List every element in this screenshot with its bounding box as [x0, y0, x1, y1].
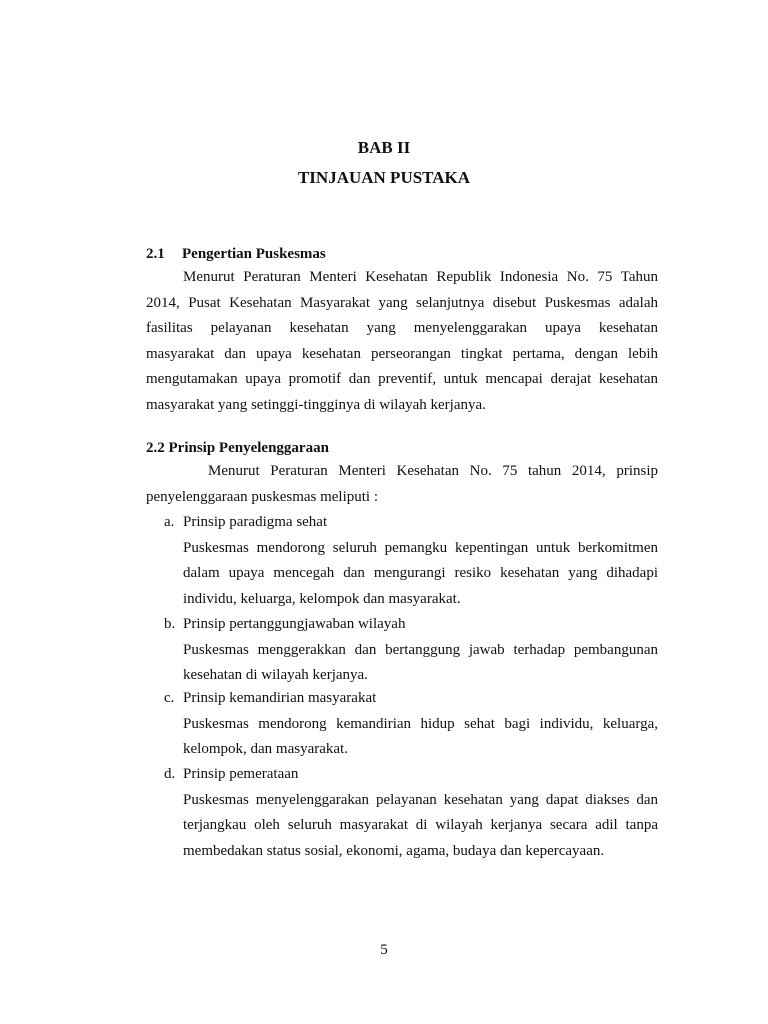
list-item-line: Puskesmas menyelenggarakan pelayanan kesehatan yang dapat diakses dan [183, 791, 658, 808]
list-marker: b. [164, 616, 176, 632]
list-item-title: Prinsip kemandirian masyarakat [183, 690, 377, 706]
section-heading-2-2: 2.2 Prinsip Penyelenggaraan [146, 440, 329, 456]
list-item-line: Puskesmas mendorong kemandirian hidup sehat bagi individu, keluarga, [183, 715, 658, 732]
paragraph-line: fasilitas pelayanan kesehatan yang menyelenggarakan upaya kesehatan [146, 320, 658, 336]
list-item-line: membedakan status sosial, ekonomi, agama, budaya dan kepercayaan. [183, 842, 605, 859]
list-item-line: kesehatan di wilayah kerjanya. [183, 667, 368, 683]
list-item-body [183, 536, 658, 613]
section-number: 2.1 [146, 246, 165, 262]
list-item-body [183, 788, 658, 865]
list-item-body [183, 712, 658, 763]
section-title: Pengertian Puskesmas [182, 246, 326, 262]
paragraph-line: masyarakat yang setinggi-tingginya di wilayah kerjanya. [146, 396, 486, 413]
list-marker: c. [164, 690, 175, 706]
list-marker: a. [164, 514, 175, 530]
paragraph-line: masyarakat dan upaya kesehatan perseorangan tingkat pertama, dengan lebih [146, 345, 658, 362]
list-item-line: terjangkau oleh seluruh masyarakat di wilayah kerjanya secara adil tanpa [183, 817, 658, 833]
paragraph-line: Menurut Peraturan Menteri Kesehatan No. 75 tahun 2014, prinsip [208, 463, 658, 479]
list-item-title: Prinsip pertanggungjawaban wilayah [183, 616, 406, 632]
paragraph-prinsip-intro [146, 459, 658, 510]
paragraph-pengertian [146, 265, 658, 418]
list-item-line: Puskesmas menggerakkan dan bertanggung jawab terhadap pembangunan [183, 641, 658, 658]
page-number: 5 [380, 942, 388, 958]
paragraph-line: Menurut Peraturan Menteri Kesehatan Republik Indonesia No. 75 Tahun [183, 269, 658, 285]
list-item-line: Puskesmas mendorong seluruh pemangku kepentingan untuk berkomitmen [183, 539, 658, 556]
list-item-body [183, 638, 658, 689]
list-item-line: dalam upaya mencegah dan mengurangi resiko kesehatan yang dihadapi [183, 565, 658, 581]
chapter-label: BAB II [357, 138, 411, 157]
chapter-title: TINJAUAN PUSTAKA [297, 168, 471, 187]
paragraph-line: 2014, Pusat Kesehatan Masyarakat yang selanjutnya disebut Puskesmas adalah [146, 294, 658, 311]
list-item-line: individu, keluarga, kelompok dan masyarakat. [183, 590, 461, 607]
list-marker: d. [164, 766, 176, 782]
list-item-title: Prinsip pemerataan [183, 766, 299, 782]
paragraph-line: mengutamakan upaya promotif dan preventif, untuk mencapai derajat kesehatan [146, 371, 658, 387]
section-heading-2-1 [146, 244, 326, 264]
list-item-line: kelompok, dan masyarakat. [183, 741, 348, 757]
paragraph-line: penyelenggaraan puskesmas meliputi : [146, 488, 379, 505]
list-item-title: Prinsip paradigma sehat [183, 514, 328, 530]
